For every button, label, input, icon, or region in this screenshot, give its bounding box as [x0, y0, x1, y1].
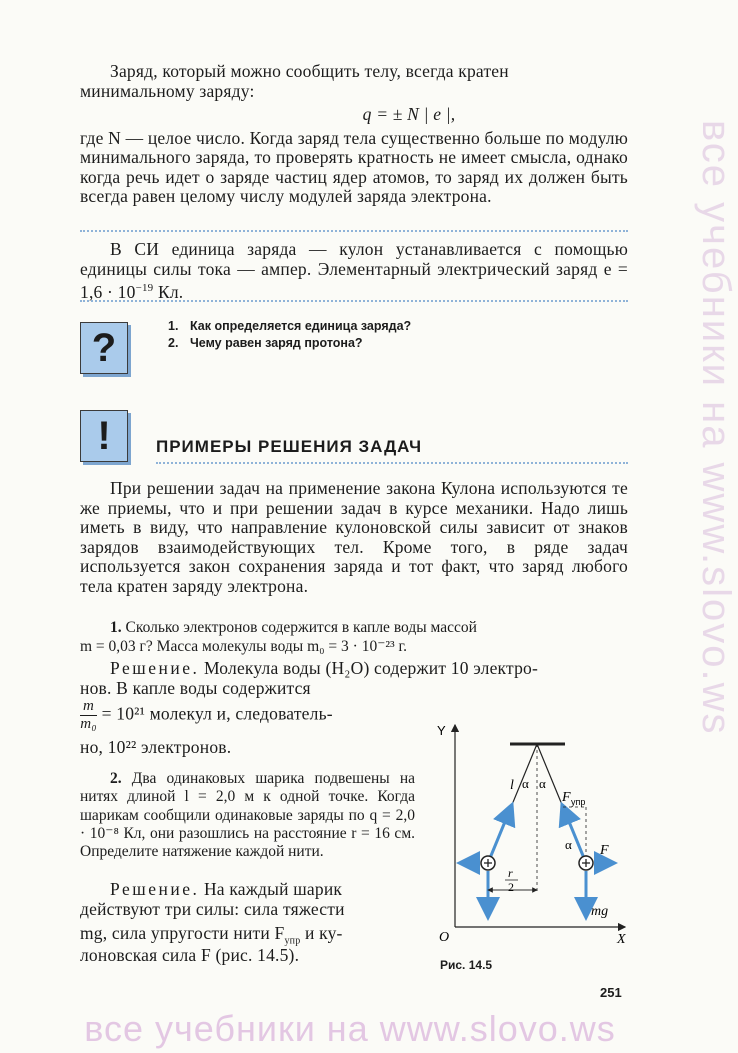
problem-1-solution-b: нов. В капле воды содержится	[80, 678, 311, 698]
si-exponent: −19	[135, 282, 154, 294]
charge-formula: q = ± N | e |,	[362, 104, 456, 124]
solution-2-label: Решение.	[110, 879, 200, 899]
section-intro: При решении задач на применение закона Кулона используются те же приемы, что и при решении задач в курсе механики. Надо лишь иметь в виду, что направление кулоновской силы зависит от знаков зарядов взаимодействующих тел. Кроме того, в ряде задач используется закон сохранения заряда и тот факт, что заряд любого тела кратен заряду электрона.	[80, 478, 628, 596]
fupr-label: F	[562, 790, 571, 805]
angle-right-label: α	[539, 776, 546, 791]
question-1: 1. Как определяется единица заряда?	[168, 319, 412, 333]
exclamation-icon: !	[80, 410, 128, 462]
angle-component-label: α	[565, 837, 572, 852]
left-tension-arrow	[488, 807, 511, 863]
x-axis-label: X	[617, 932, 626, 947]
problem-1-solution-a: Решение. Молекула воды (H₂O) содержит 10 электро-	[110, 658, 538, 678]
intro-line1: Заряд, который можно сообщить телу, всегда кратен	[110, 61, 509, 81]
problem-1-line2: m = 0,03 г? Масса молекулы воды m₀ = 3 · 10⁻²³ г.	[80, 637, 408, 655]
question-2: 2. Чему равен заряд протона?	[168, 336, 363, 350]
y-axis-label: Y	[437, 723, 446, 738]
problem-1-line1: Сколько электронов содержится в капле воды массой	[121, 619, 477, 636]
figure-14-5	[425, 715, 640, 950]
intro-line2: минимальному заряду:	[80, 80, 255, 101]
fupr-sub-label: упр	[571, 797, 586, 807]
gravity-label: mg	[591, 904, 609, 919]
problem-1-number: 1.	[110, 619, 122, 636]
problem-1-solution-c: $\frac{m}{\text{m₀}}$ = 10²¹ молекул и, следователь-	[80, 698, 333, 732]
si-box-bottom-rule	[80, 300, 628, 302]
review-questions	[168, 318, 411, 352]
si-box-text	[80, 240, 628, 302]
r-label: r	[508, 866, 513, 880]
problem-2-solution-b: действуют три силы: сила тяжести	[80, 899, 345, 919]
problem-2-solution-c: mg, сила упругости нити $F_{упр}$ и ку-	[80, 923, 343, 947]
section-title-rule	[156, 462, 628, 464]
origin-label: O	[439, 930, 450, 945]
intro-paragraph	[80, 62, 628, 207]
si-text-b: Кл.	[153, 281, 184, 302]
figure-caption: Рис. 14.5	[440, 958, 493, 972]
problem-2-number: 2.	[110, 770, 122, 787]
problem-1-solution-d: но, 10²² электронов.	[80, 737, 232, 757]
two-label: 2	[508, 880, 514, 894]
intro-body: где N — целое число. Когда заряд тела существенно больше по модулю минимального заряда, то проверять кратность не имеет смысла, однако когда речь идет о заряде частиц ядер атомов, то заряд их должен быть всегда равен целому числу модулей заряда электрона.	[80, 127, 628, 206]
section-title: ПРИМЕРЫ РЕШЕНИЯ ЗАДАЧ	[156, 437, 423, 456]
page-number: 251	[600, 985, 622, 1000]
thread-length-label: l	[510, 778, 514, 793]
problem-1	[80, 619, 628, 656]
solution-1-label: Решение.	[110, 658, 200, 678]
problem-2-text: Два одинаковых шарика подвешены на нитях длиной l = 2,0 м к одной точке. Когда шарикам сообщили одинаковые заряды по q = 2,0 · 10⁻⁸ Кл, они разошлись на расстояние r = 16 см. Определите натяжение каждой нити.	[80, 770, 415, 861]
si-box-top-rule	[80, 230, 628, 232]
watermark-vertical: все учебники на www.slovo.ws	[694, 120, 738, 736]
watermark-bottom: все учебники на www.slovo.ws	[84, 1008, 616, 1049]
problem-2-solution-a: Решение. На каждый шарик	[110, 879, 343, 899]
right-tension-arrow	[563, 807, 586, 863]
question-mark-icon: ?	[80, 322, 128, 374]
coulomb-force-label: F	[600, 843, 609, 858]
problem-2-solution-d: лоновская сила F (рис. 14.5).	[80, 945, 300, 965]
angle-left-label: α	[522, 776, 529, 791]
si-text-a: В СИ единица заряда — кулон устанавливается с помощью единицы силы тока — ампер. Элементарный электрический заряд e = 1,6 · 10	[80, 239, 628, 302]
mass-fraction: $\frac{m}{\text{m₀}}$	[80, 698, 97, 732]
problem-2	[80, 770, 415, 861]
